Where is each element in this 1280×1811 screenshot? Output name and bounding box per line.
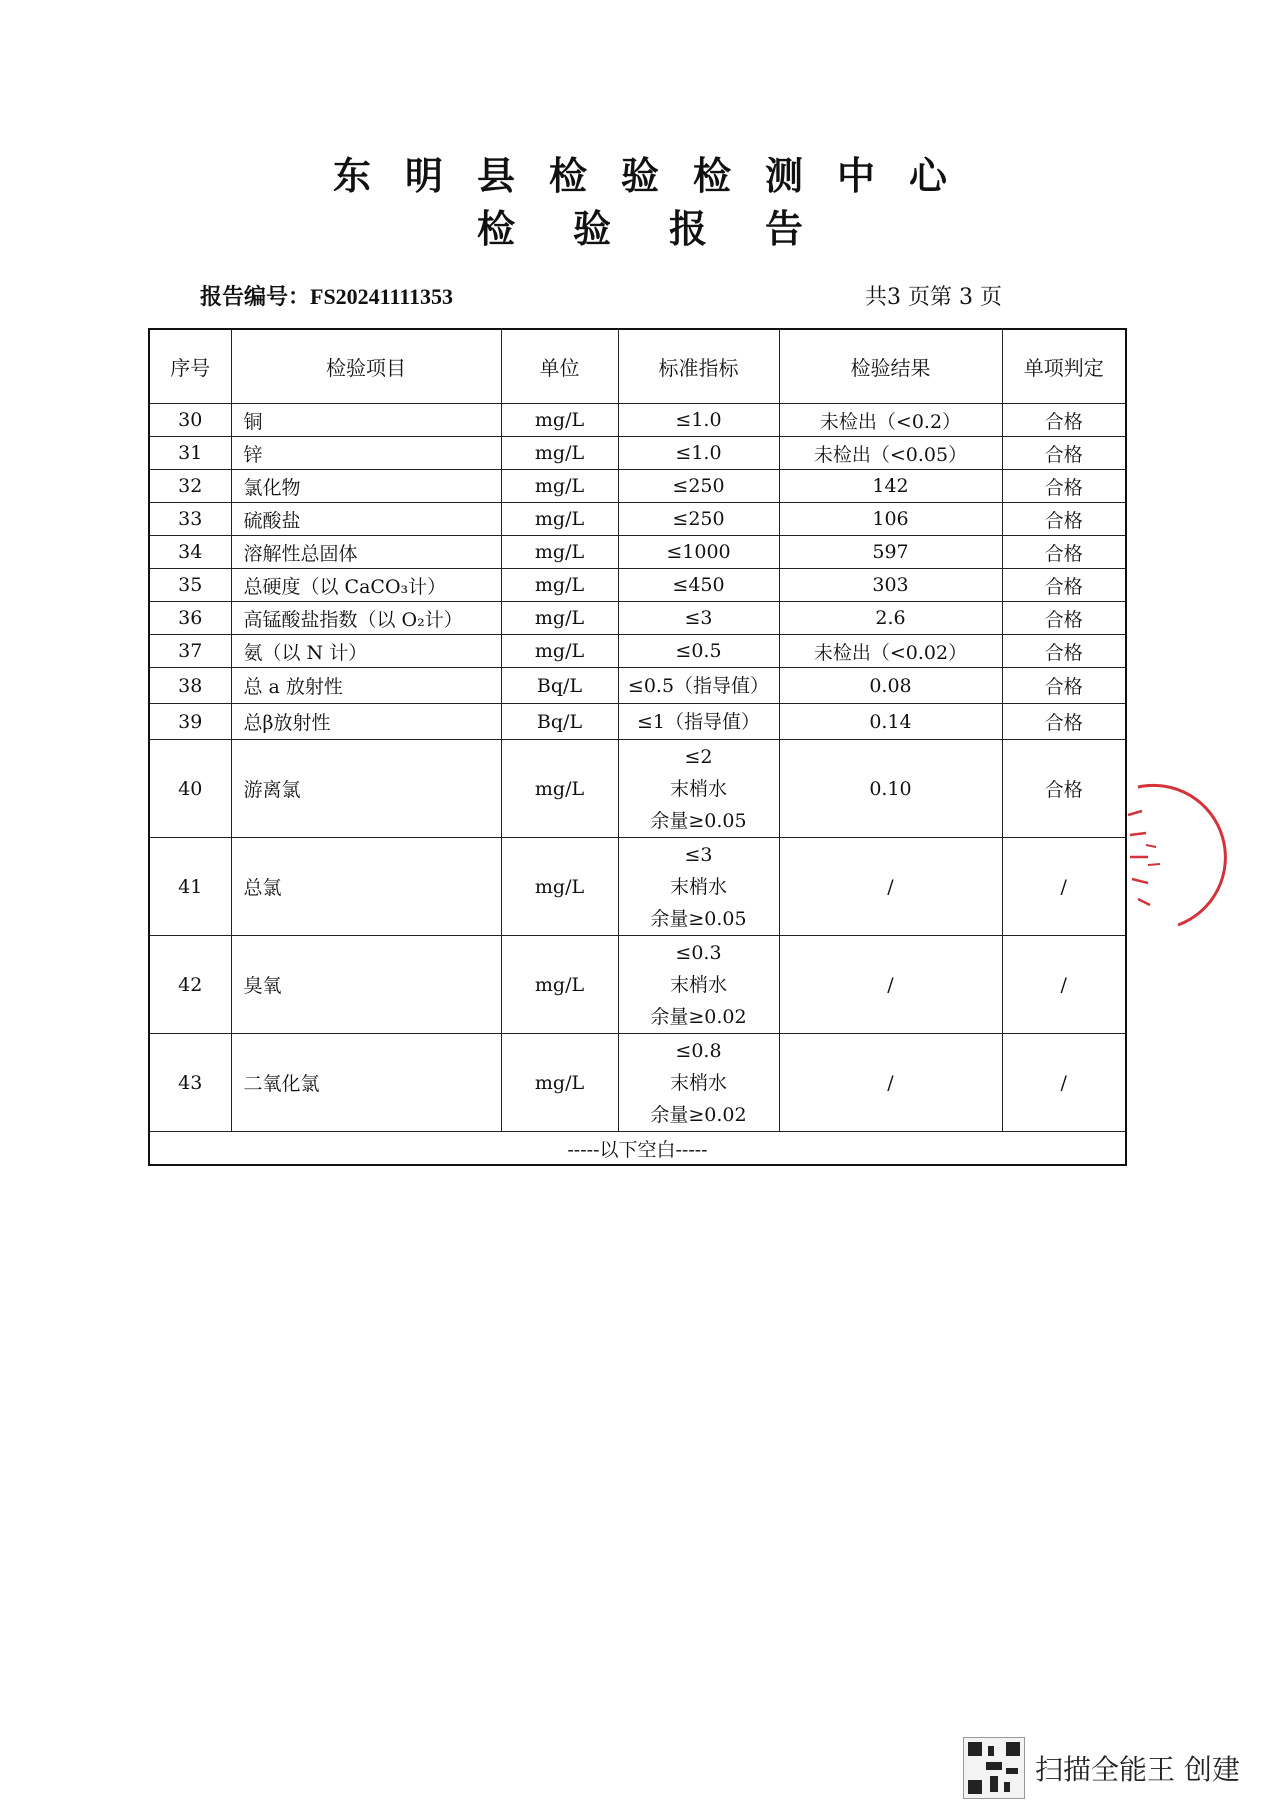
table-row bbox=[149, 704, 1126, 740]
cell-verdict: 合格 bbox=[1002, 470, 1126, 503]
cell-unit: mg/L bbox=[501, 503, 618, 536]
cell-no: 34 bbox=[149, 536, 231, 569]
cell-verdict: 合格 bbox=[1002, 536, 1126, 569]
cell-verdict: 合格 bbox=[1002, 635, 1126, 668]
cell-unit: mg/L bbox=[501, 936, 618, 1034]
cell-no: 32 bbox=[149, 470, 231, 503]
cell-standard bbox=[618, 569, 779, 602]
cell-unit: mg/L bbox=[501, 470, 618, 503]
cell-item: 游离氯 bbox=[231, 740, 501, 838]
cell-item: 高锰酸盐指数（以 O₂计） bbox=[231, 602, 501, 635]
cell-unit: mg/L bbox=[501, 602, 618, 635]
cell-standard bbox=[618, 838, 779, 936]
standard-line: 余量≥0.02 bbox=[650, 1103, 747, 1126]
cell-item: 总β放射性 bbox=[231, 704, 501, 740]
cell-no: 37 bbox=[149, 635, 231, 668]
standard-line: 余量≥0.02 bbox=[650, 1005, 747, 1028]
cell-result: 142 bbox=[779, 470, 1002, 503]
standard-line: 末梢水 bbox=[669, 875, 727, 898]
col-header-no: 序号 bbox=[149, 329, 231, 404]
cell-unit: mg/L bbox=[501, 536, 618, 569]
table-header-row bbox=[149, 329, 1126, 404]
cell-result: 0.08 bbox=[779, 668, 1002, 704]
cell-item: 溶解性总固体 bbox=[231, 536, 501, 569]
cell-result: 303 bbox=[779, 569, 1002, 602]
end-note-row bbox=[149, 1132, 1126, 1166]
cell-no: 36 bbox=[149, 602, 231, 635]
cell-item: 氨（以 N 计） bbox=[231, 635, 501, 668]
cell-item: 臭氧 bbox=[231, 936, 501, 1034]
standard-line: 末梢水 bbox=[669, 777, 727, 800]
cell-no: 30 bbox=[149, 404, 231, 437]
cell-unit: mg/L bbox=[501, 635, 618, 668]
cell-result: 未检出（<0.02） bbox=[779, 635, 1002, 668]
cell-no: 41 bbox=[149, 838, 231, 936]
standard-line: ≤3 bbox=[684, 607, 713, 629]
standard-line: ≤250 bbox=[672, 475, 725, 497]
standard-line: ≤250 bbox=[672, 508, 725, 530]
results-table bbox=[148, 328, 1127, 1166]
report-doc-title: 检验报告 bbox=[476, 206, 861, 251]
standard-line: 末梢水 bbox=[669, 973, 727, 996]
cell-verdict: / bbox=[1002, 936, 1126, 1034]
cell-standard bbox=[618, 936, 779, 1034]
table-body bbox=[149, 404, 1126, 1132]
cell-unit: mg/L bbox=[501, 569, 618, 602]
table-row bbox=[149, 569, 1126, 602]
cell-standard bbox=[618, 536, 779, 569]
cell-item: 总 a 放射性 bbox=[231, 668, 501, 704]
cell-result: 未检出（<0.2） bbox=[779, 404, 1002, 437]
cell-item: 二氧化氯 bbox=[231, 1034, 501, 1132]
table-row bbox=[149, 668, 1126, 704]
cell-result: 2.6 bbox=[779, 602, 1002, 635]
standard-line: ≤1000 bbox=[666, 541, 731, 563]
cell-unit: Bq/L bbox=[501, 668, 618, 704]
cell-standard bbox=[618, 437, 779, 470]
cell-no: 35 bbox=[149, 569, 231, 602]
standard-line: 余量≥0.05 bbox=[650, 907, 747, 930]
table-row bbox=[149, 635, 1126, 668]
cell-result: 106 bbox=[779, 503, 1002, 536]
cell-no: 39 bbox=[149, 704, 231, 740]
col-header-verdict: 单项判定 bbox=[1002, 329, 1126, 404]
standard-line: ≤1.0 bbox=[675, 409, 722, 431]
cell-verdict: 合格 bbox=[1002, 740, 1126, 838]
standard-line: ≤0.5 bbox=[675, 640, 722, 662]
qr-code-icon bbox=[963, 1737, 1025, 1799]
scanner-watermark bbox=[963, 1736, 1263, 1800]
standard-line: ≤2 bbox=[684, 745, 713, 768]
cell-no: 42 bbox=[149, 936, 231, 1034]
table-row bbox=[149, 1034, 1126, 1132]
cell-item: 铜 bbox=[231, 404, 501, 437]
report-number: 报告编号：FS20241111353 bbox=[200, 284, 454, 309]
cell-standard bbox=[618, 740, 779, 838]
cell-result: 未检出（<0.05） bbox=[779, 437, 1002, 470]
report-org-title: 东明县检验检测中心 bbox=[332, 153, 981, 198]
table-row bbox=[149, 838, 1126, 936]
cell-result: 0.14 bbox=[779, 704, 1002, 740]
col-header-standard: 标准指标 bbox=[618, 329, 779, 404]
standard-line: ≤3 bbox=[684, 843, 713, 866]
cell-verdict: 合格 bbox=[1002, 503, 1126, 536]
table-row bbox=[149, 404, 1126, 437]
cell-unit: mg/L bbox=[501, 404, 618, 437]
standard-line: ≤1.0 bbox=[675, 442, 722, 464]
cell-verdict: 合格 bbox=[1002, 668, 1126, 704]
col-header-item: 检验项目 bbox=[231, 329, 501, 404]
cell-unit: mg/L bbox=[501, 1034, 618, 1132]
cell-standard bbox=[618, 503, 779, 536]
table-row bbox=[149, 740, 1126, 838]
cell-result: / bbox=[779, 1034, 1002, 1132]
cell-result: 597 bbox=[779, 536, 1002, 569]
standard-line: 余量≥0.05 bbox=[650, 809, 747, 832]
col-header-unit: 单位 bbox=[501, 329, 618, 404]
cell-standard bbox=[618, 635, 779, 668]
cell-unit: Bq/L bbox=[501, 704, 618, 740]
col-header-result: 检验结果 bbox=[779, 329, 1002, 404]
cell-item: 总氯 bbox=[231, 838, 501, 936]
cell-standard bbox=[618, 470, 779, 503]
table-row bbox=[149, 503, 1126, 536]
end-note: -----以下空白----- bbox=[149, 1132, 1126, 1166]
cell-verdict: 合格 bbox=[1002, 602, 1126, 635]
cell-no: 38 bbox=[149, 668, 231, 704]
cell-unit: mg/L bbox=[501, 740, 618, 838]
cell-unit: mg/L bbox=[501, 437, 618, 470]
cell-unit: mg/L bbox=[501, 838, 618, 936]
cell-verdict: 合格 bbox=[1002, 404, 1126, 437]
table-row bbox=[149, 536, 1126, 569]
cell-verdict: 合格 bbox=[1002, 437, 1126, 470]
cell-standard bbox=[618, 1034, 779, 1132]
cell-standard bbox=[618, 668, 779, 704]
cell-no: 31 bbox=[149, 437, 231, 470]
standard-line: ≤0.3 bbox=[675, 941, 722, 964]
cell-item: 硫酸盐 bbox=[231, 503, 501, 536]
watermark-text: 扫描全能王 创建 bbox=[1035, 1753, 1240, 1786]
standard-line: 末梢水 bbox=[669, 1071, 727, 1094]
page-info: 共3 页第 3 页 bbox=[865, 285, 1002, 310]
standard-line: ≤450 bbox=[672, 574, 725, 596]
cell-verdict: / bbox=[1002, 1034, 1126, 1132]
cell-result: 0.10 bbox=[779, 740, 1002, 838]
cell-item: 锌 bbox=[231, 437, 501, 470]
cell-no: 43 bbox=[149, 1034, 231, 1132]
cell-standard bbox=[618, 404, 779, 437]
table-row bbox=[149, 470, 1126, 503]
table-row bbox=[149, 437, 1126, 470]
cell-no: 33 bbox=[149, 503, 231, 536]
table-row bbox=[149, 936, 1126, 1034]
table-row bbox=[149, 602, 1126, 635]
standard-line: ≤0.8 bbox=[675, 1039, 722, 1062]
cell-verdict: 合格 bbox=[1002, 569, 1126, 602]
cell-item: 总硬度（以 CaCO₃计） bbox=[231, 569, 501, 602]
cell-result: / bbox=[779, 936, 1002, 1034]
cell-verdict: 合格 bbox=[1002, 704, 1126, 740]
cell-item: 氯化物 bbox=[231, 470, 501, 503]
cell-verdict: / bbox=[1002, 838, 1126, 936]
standard-line: ≤0.5（指导值） bbox=[627, 674, 770, 697]
cell-standard bbox=[618, 704, 779, 740]
cell-no: 40 bbox=[149, 740, 231, 838]
standard-line: ≤1（指导值） bbox=[636, 710, 760, 733]
official-seal-stamp bbox=[1118, 775, 1268, 935]
cell-result: / bbox=[779, 838, 1002, 936]
cell-standard bbox=[618, 602, 779, 635]
